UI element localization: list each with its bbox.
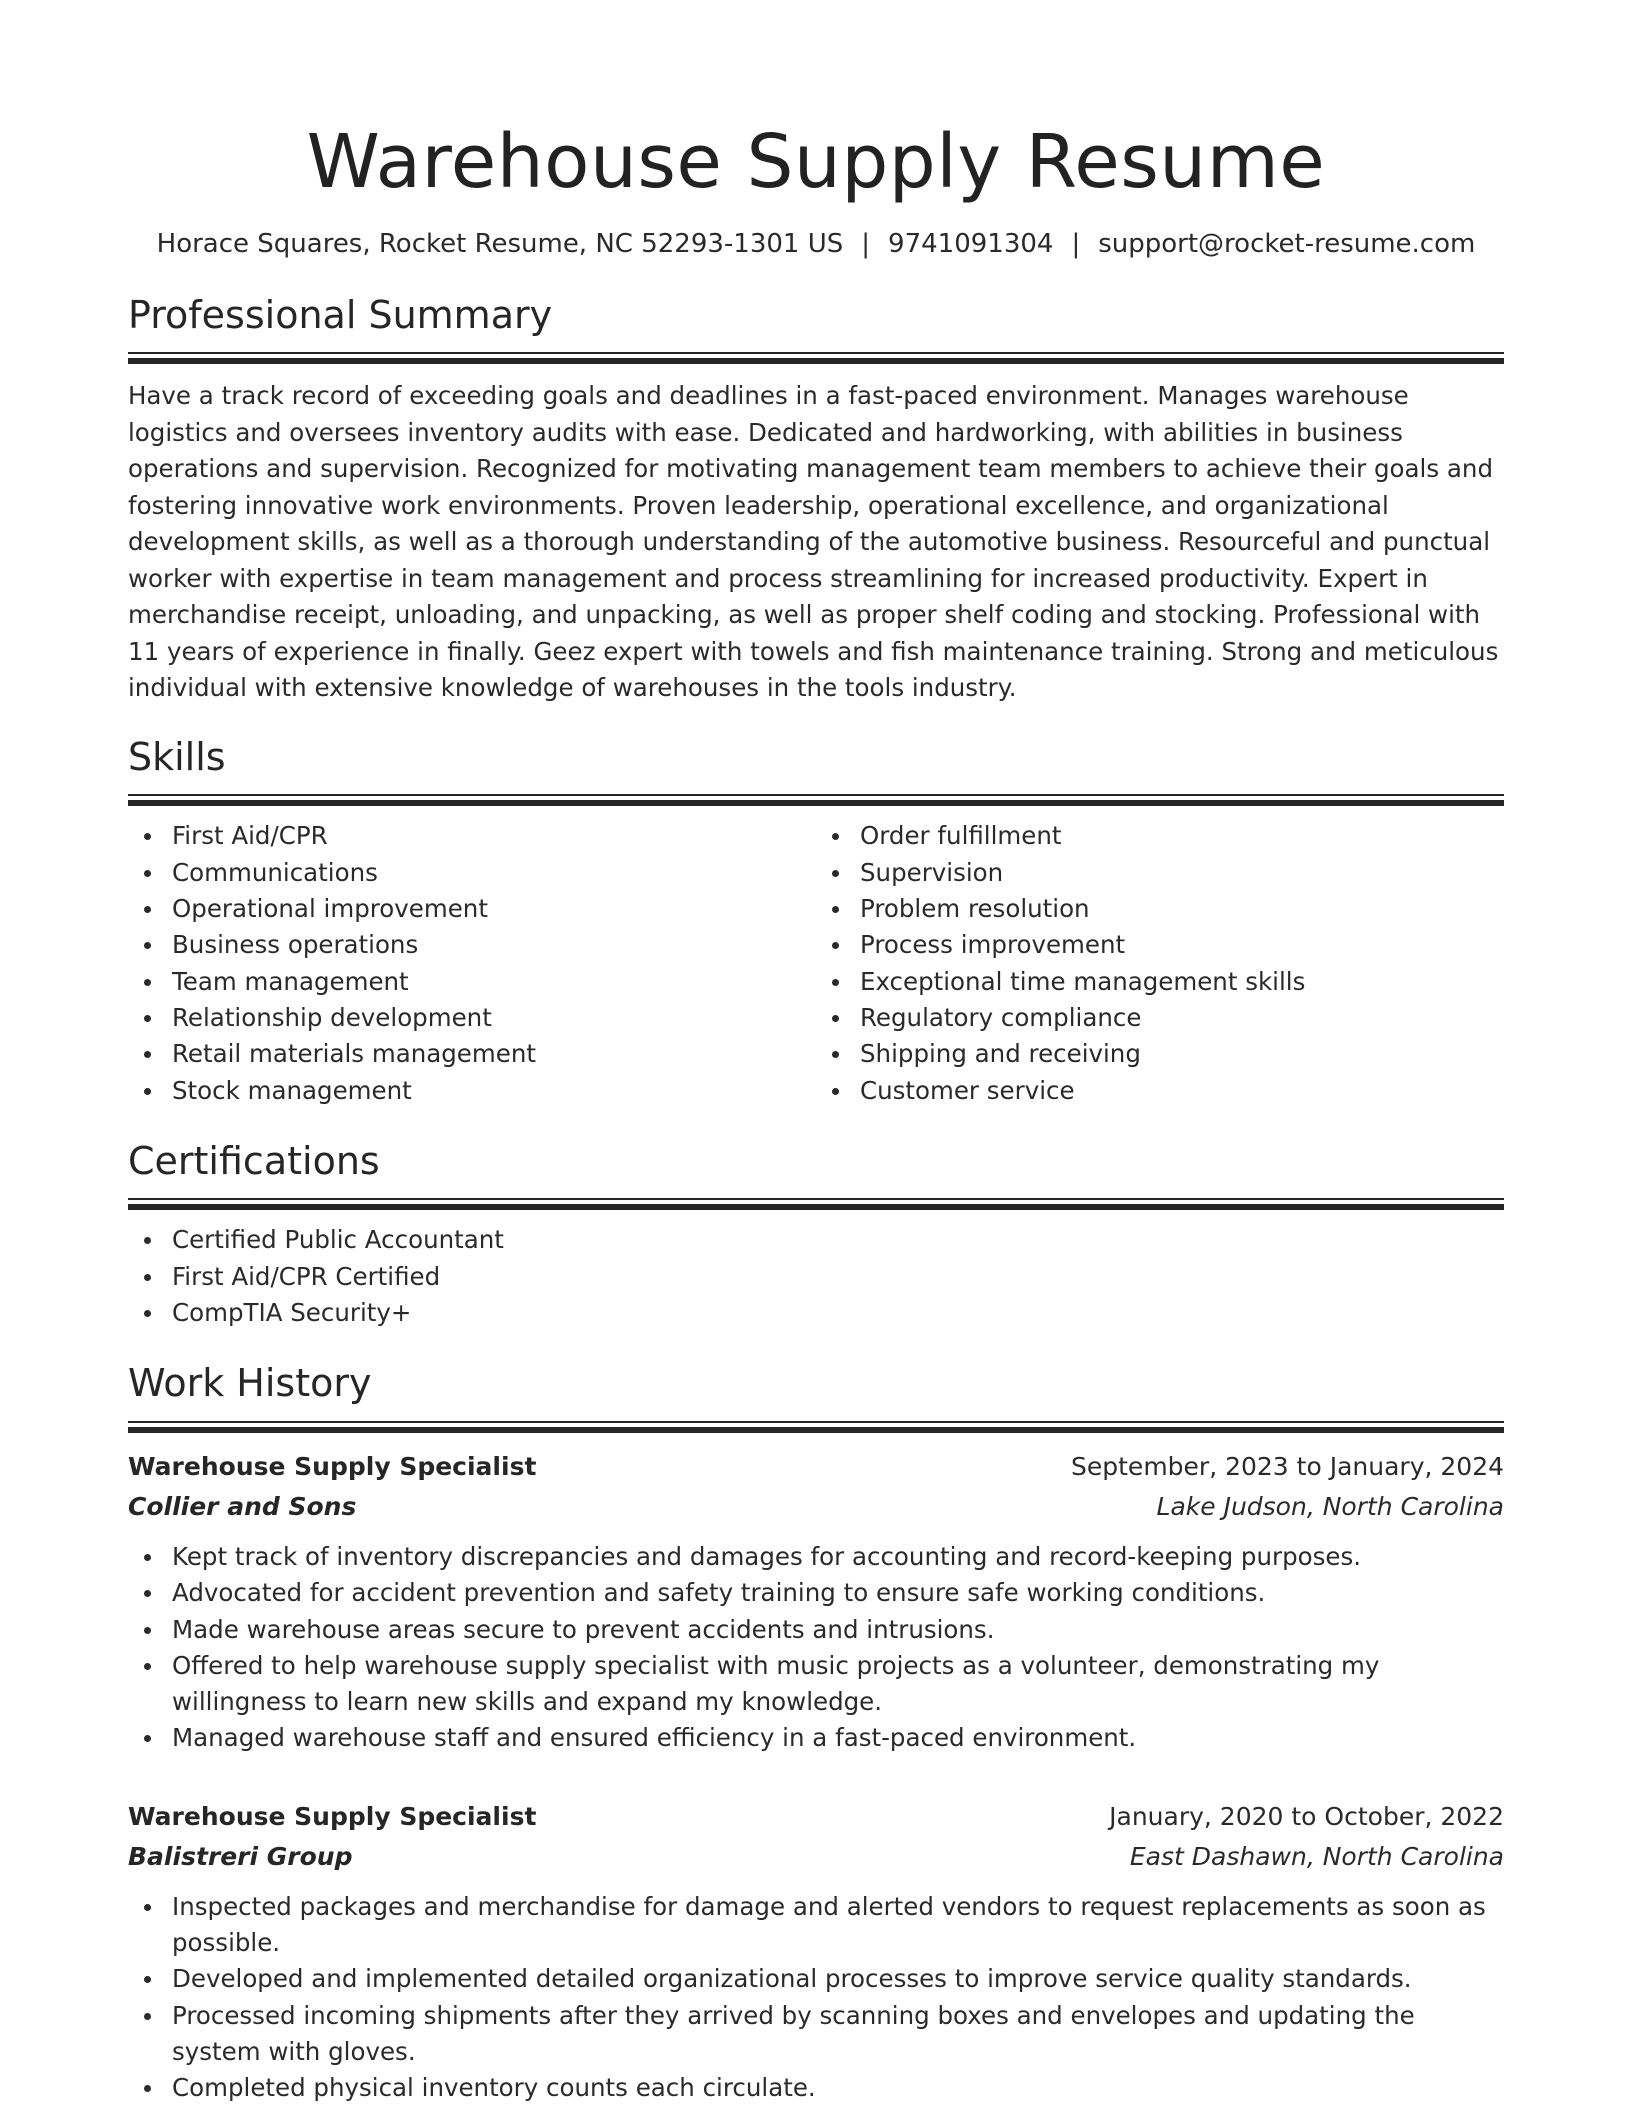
skill-item: Order fulfillment <box>816 818 1504 854</box>
certifications-heading: Certifications <box>128 1138 380 1183</box>
contact-email: support@rocket-resume.com <box>1098 228 1476 259</box>
skill-item: First Aid/CPR <box>128 818 816 854</box>
skill-item: Exceptional time management skills <box>816 964 1504 1000</box>
contact-line <box>128 229 1504 259</box>
skills-list-left <box>128 818 816 1108</box>
job-dates: September, 2023 to January, 2024 <box>1071 1451 1504 1481</box>
summary-heading: Professional Summary <box>128 292 553 337</box>
skills-heading: Skills <box>128 734 226 779</box>
job-bullet: Completed physical inventory counts each circulate. <box>128 2070 1504 2106</box>
job-dates: January, 2020 to October, 2022 <box>1109 1801 1504 1831</box>
section-divider <box>128 1198 1504 1210</box>
skill-item: Customer service <box>816 1073 1504 1109</box>
job-entry <box>128 1447 1504 1757</box>
skill-item: Shipping and receiving <box>816 1036 1504 1072</box>
job-company: Balistreri Group <box>128 1841 353 1871</box>
contact-separator: | <box>1071 228 1081 259</box>
skill-item: Team management <box>128 964 816 1000</box>
section-divider <box>128 1421 1504 1433</box>
job-bullet: Offered to help warehouse supply specialist with music projects as a volunteer, demonstrating my willingness to learn new skills and expand my knowledge. <box>128 1648 1504 1721</box>
skill-item: Regulatory compliance <box>816 1000 1504 1036</box>
summary-section <box>128 293 1504 707</box>
resume-title: Warehouse Supply Resume <box>306 119 1326 205</box>
job-bullet: Processed incoming shipments after they arrived by scanning boxes and envelopes and updating the system with gloves. <box>128 1998 1504 2071</box>
job-title: Warehouse Supply Specialist <box>128 1801 537 1831</box>
skill-item: Relationship development <box>128 1000 816 1036</box>
job-bullet-list <box>128 1889 1504 2107</box>
certification-item: First Aid/CPR Certified <box>128 1259 1504 1295</box>
skill-item: Communications <box>128 855 816 891</box>
job-bullet: Made warehouse areas secure to prevent accidents and intrusions. <box>128 1612 1504 1648</box>
job-location: Lake Judson, North Carolina <box>1156 1491 1504 1521</box>
job-bullet: Kept track of inventory discrepancies and damages for accounting and record-keeping purposes. <box>128 1539 1504 1575</box>
skills-grid <box>128 818 1504 1108</box>
certifications-section <box>128 1139 1504 1331</box>
job-title: Warehouse Supply Specialist <box>128 1451 537 1481</box>
job-header-row <box>128 1797 1504 1837</box>
certifications-list <box>128 1222 1504 1331</box>
work-history-heading: Work History <box>128 1361 372 1406</box>
skill-item: Business operations <box>128 927 816 963</box>
job-bullet: Inspected packages and merchandise for damage and alerted vendors to request replacements as soon as possible. <box>128 1889 1504 1962</box>
skill-item: Stock management <box>128 1073 816 1109</box>
job-bullet: Advocated for accident prevention and safety training to ensure safe working conditions. <box>128 1575 1504 1611</box>
job-location: East Dashawn, North Carolina <box>1129 1841 1504 1871</box>
skill-item: Problem resolution <box>816 891 1504 927</box>
skill-item: Operational improvement <box>128 891 816 927</box>
skill-item: Process improvement <box>816 927 1504 963</box>
job-company-row <box>128 1487 1504 1527</box>
section-divider <box>128 794 1504 806</box>
job-header-row <box>128 1447 1504 1487</box>
skill-item: Retail materials management <box>128 1036 816 1072</box>
skills-list-right <box>816 818 1504 1108</box>
skill-item: Supervision <box>816 855 1504 891</box>
job-bullet-list <box>128 1539 1504 1757</box>
job-bullet: Developed and implemented detailed organizational processes to improve service quality standards. <box>128 1961 1504 1997</box>
contact-separator: | <box>861 228 871 259</box>
skills-section <box>128 735 1504 1109</box>
job-company-row <box>128 1837 1504 1877</box>
certification-item: Certified Public Accountant <box>128 1222 1504 1258</box>
section-divider <box>128 352 1504 364</box>
job-entry <box>128 1797 1504 2107</box>
certification-item: CompTIA Security+ <box>128 1295 1504 1331</box>
contact-address: Horace Squares, Rocket Resume, NC 52293-1301 US <box>156 228 844 259</box>
job-bullet: Managed warehouse staff and ensured efficiency in a fast-paced environment. <box>128 1720 1504 1756</box>
work-history-section <box>128 1361 1504 2106</box>
job-company: Collier and Sons <box>128 1491 357 1521</box>
summary-text: Have a track record of exceeding goals and deadlines in a fast-paced environment. Manages warehouse logistics and oversees inventory audits with ease. Dedicated and hardworking, with abilities in business operations and supervision. Recognized for motivating management team members to achieve their goals and fostering innovative work environments. Proven leadership, operational excellence, and organizational development skills, as well as a thorough understanding of the automotive business. Resourceful and punctual worker with expertise in team management and process streamlining for increased productivity. Expert in merchandise receipt, unloading, and unpacking, as well as proper shelf coding and stocking. Professional with 11 years of experience in finally. Geez expert with towels and fish maintenance training. Strong and meticulous individual with extensive knowledge of warehouses in the tools industry. <box>128 381 1499 703</box>
contact-phone: 9741091304 <box>888 228 1054 259</box>
